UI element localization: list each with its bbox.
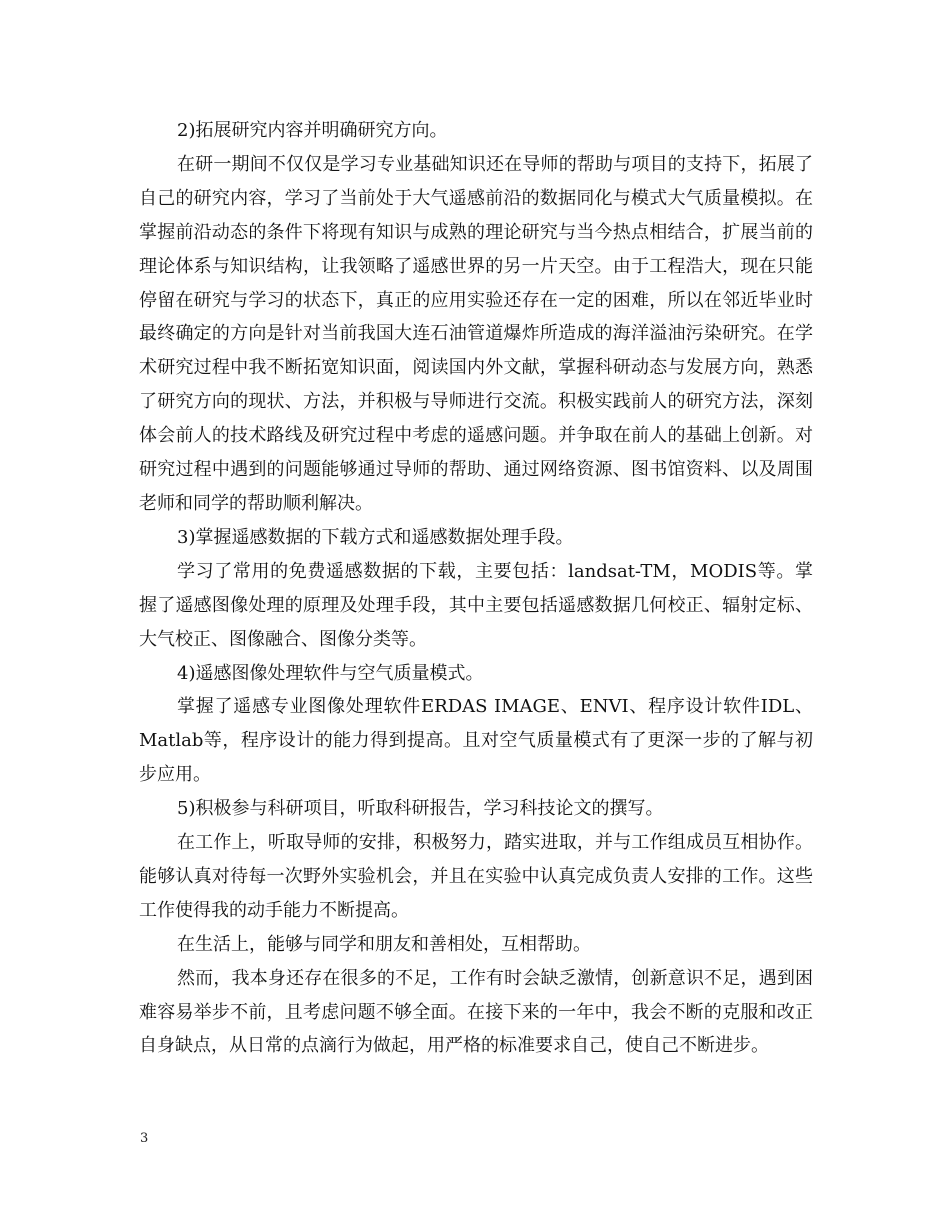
body-paragraph-work: 在工作上，听取导师的安排，积极努力，踏实进取，并与工作组成员互相协作。能够认真对待每一次野外实验机会，并且在实验中认真完成负责人安排的工作。这些工作使得我的动手能力不断提高。 (139, 832, 813, 921)
body-paragraph-software: 掌握了遥感专业图像处理软件ERDAS IMAGE、ENVI、程序设计软件IDL、Matlab等，程序设计的能力得到提高。且对空气质量模式有了更深一步的了解与初步应用。 (139, 696, 813, 786)
body-paragraph-data: 学习了常用的免费遥感数据的下载，主要包括：landsat-TM，MODIS等。掌握了遥感图像处理的原理及处理手段，其中主要包括遥感数据几何校正、辐射定标、大气校正、图像融合、图像分类等。 (139, 560, 813, 650)
body-paragraph-life: 在生活上，能够与同学和朋友和善相处，互相帮助。 (177, 933, 591, 955)
document-body (139, 114, 813, 1063)
section-heading-5: 5)积极参与科研项目，听取科研报告，学习科技论文的撰写。 (177, 798, 664, 820)
body-paragraph-research: 在研一期间不仅仅是学习专业基础知识还在导师的帮助与项目的支持下，拓展了自己的研究内容，学习了当前处于大气遥感前沿的数据同化与模式大气质量模拟。在掌握前沿动态的条件下将现有知识与成熟的理论研究与当今热点相结合，扩展当前的理论体系与知识结构，让我领略了遥感世界的另一片天空。由于工程浩大，现在只能停留在研究与学习的状态下，真正的应用实验还存在一定的困难，所以在邻近毕业时最终确定的方向是针对当前我国大连石油管道爆炸所造成的海洋溢油污染研究。在学术研究过程中我不断拓宽知识面，阅读国内外文献，掌握科研动态与发展方向，熟悉了研究方向的现状、方法，并积极与导师进行交流。积极实践前人的研究方法，深刻体会前人的技术路线及研究过程中考虑的遥感问题。并争取在前人的基础上创新。对研究过程中遇到的问题能够通过导师的帮助、通过网络资源、图书馆资料、以及周围老师和同学的帮助顺利解决。 (139, 153, 813, 514)
section-heading-4: 4)遥感图像处理软件与空气质量模式。 (177, 662, 484, 684)
section-heading-3: 3)掌握遥感数据的下载方式和遥感数据处理手段。 (177, 526, 574, 548)
body-paragraph-shortcomings: 然而，我本身还存在很多的不足，工作有时会缺乏激情，创新意识不足，遇到困难容易举步不前，且考虑问题不够全面。在接下来的一年中，我会不断的克服和改正自身缺点，从日常的点滴行为做起，用严格的标准要求自己，使自己不断进步。 (139, 967, 813, 1057)
page-number: 3 (140, 1131, 149, 1146)
section-heading-2: 2)拓展研究内容并明确研究方向。 (177, 120, 448, 141)
